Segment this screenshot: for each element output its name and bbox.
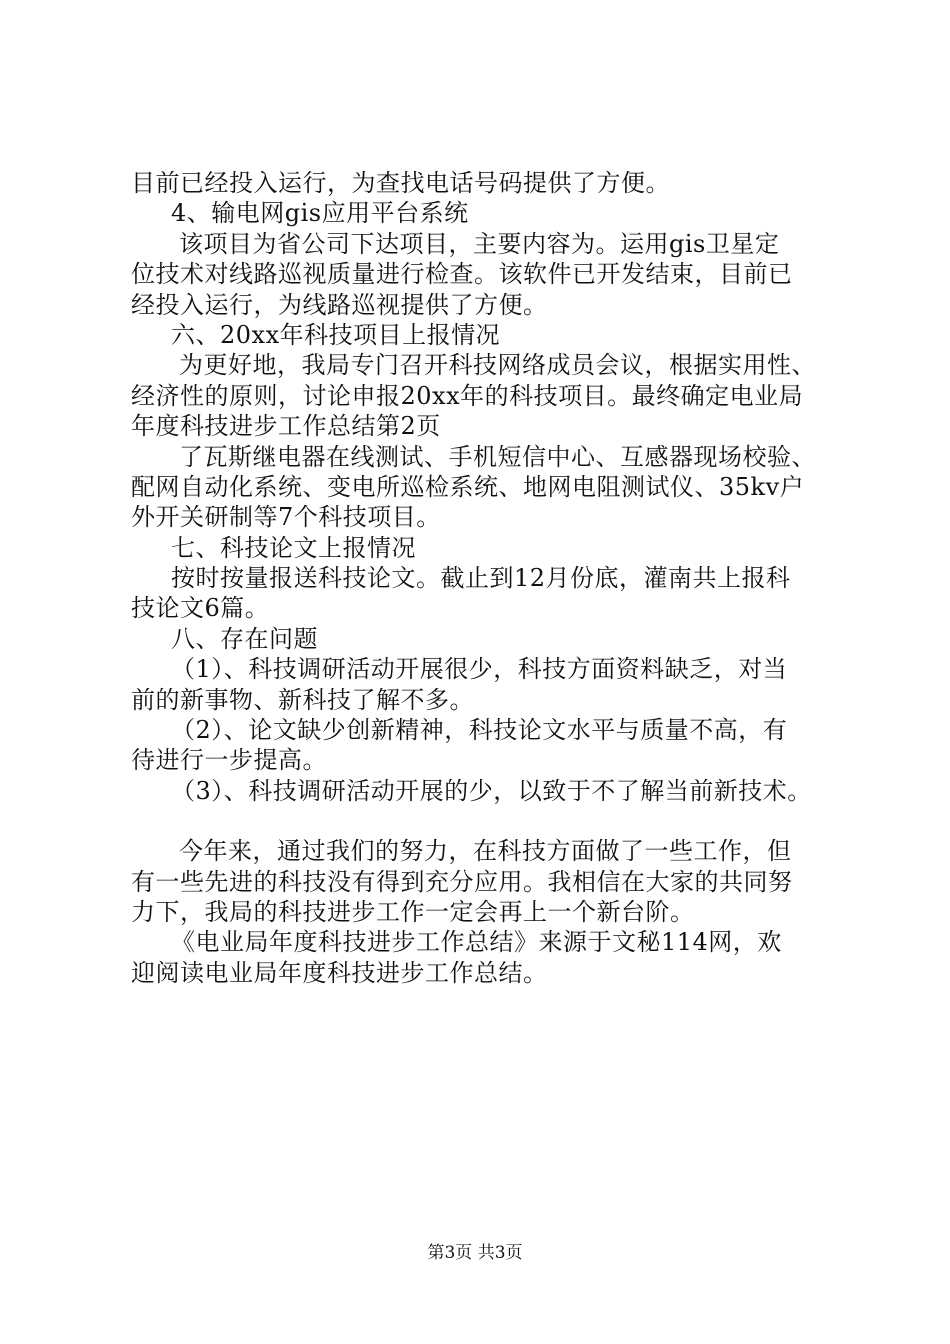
paragraph-line: 力下，我局的科技进步工作一定会再上一个新台阶。 xyxy=(131,897,695,926)
paragraph-gap xyxy=(131,806,831,836)
paragraph-line: 今年来，通过我们的努力，在科技方面做了一些工作，但 xyxy=(179,837,792,866)
paragraph-line: 前的新事物、新科技了解不多。 xyxy=(131,685,474,714)
paragraph-line: 迎阅读电业局年度科技进步工作总结。 xyxy=(131,958,548,987)
paragraph-line: （2）、论文缺少创新精神，科技论文水平与质量不高，有 xyxy=(171,716,788,745)
section-heading: 七、科技论文上报情况 xyxy=(171,533,416,562)
paragraph-line: 年度科技进步工作总结第2页 xyxy=(131,412,441,441)
paragraph-line: 按时按量报送科技论文。截止到12月份底，灌南共上报科 xyxy=(171,564,791,593)
paragraph-line: 为更好地，我局专门召开科技网络成员会议，根据实用性、 xyxy=(179,351,816,380)
paragraph-line: 《电业局年度科技进步工作总结》来源于文秘114网，欢 xyxy=(171,928,782,957)
page-footer: 第3页 共3页 xyxy=(427,1243,523,1263)
paragraph-line: 该项目为省公司下达项目，主要内容为。运用gis卫星定 xyxy=(179,229,780,258)
paragraph-line: 待进行一步提高。 xyxy=(131,746,327,775)
paragraph-line: 有一些先进的科技没有得到充分应用。我相信在大家的共同努 xyxy=(131,867,793,896)
section-heading: 4、输电网gis应用平台系统 xyxy=(171,199,469,228)
paragraph-line: 目前已经投入运行，为查找电话号码提供了方便。 xyxy=(131,169,670,197)
paragraph-line: 技论文6篇。 xyxy=(131,594,270,623)
paragraph-line: （3）、科技调研活动开展的少，以致于不了解当前新技术。 xyxy=(171,776,812,805)
paragraph-line: 经投入运行，为线路巡视提供了方便。 xyxy=(131,290,548,319)
paragraph-line: 外开关研制等7个科技项目。 xyxy=(131,503,441,532)
paragraph-line: 了瓦斯继电器在线测试、手机短信中心、互感器现场校验、 xyxy=(179,442,816,471)
section-heading: 八、存在问题 xyxy=(171,624,318,653)
paragraph-line: 位技术对线路巡视质量进行检查。该软件已开发结束，目前已 xyxy=(131,260,793,289)
section-heading: 六、20xx年科技项目上报情况 xyxy=(171,320,501,349)
document-body xyxy=(131,168,831,988)
paragraph-line: 经济性的原则，讨论申报20xx年的科技项目。最终确定电业局 xyxy=(131,381,804,410)
paragraph-line: （1）、科技调研活动开展很少，科技方面资料缺乏，对当 xyxy=(171,655,788,684)
paragraph-line: 配网自动化系统、变电所巡检系统、地网电阻测试仪、35kv户 xyxy=(131,472,805,501)
